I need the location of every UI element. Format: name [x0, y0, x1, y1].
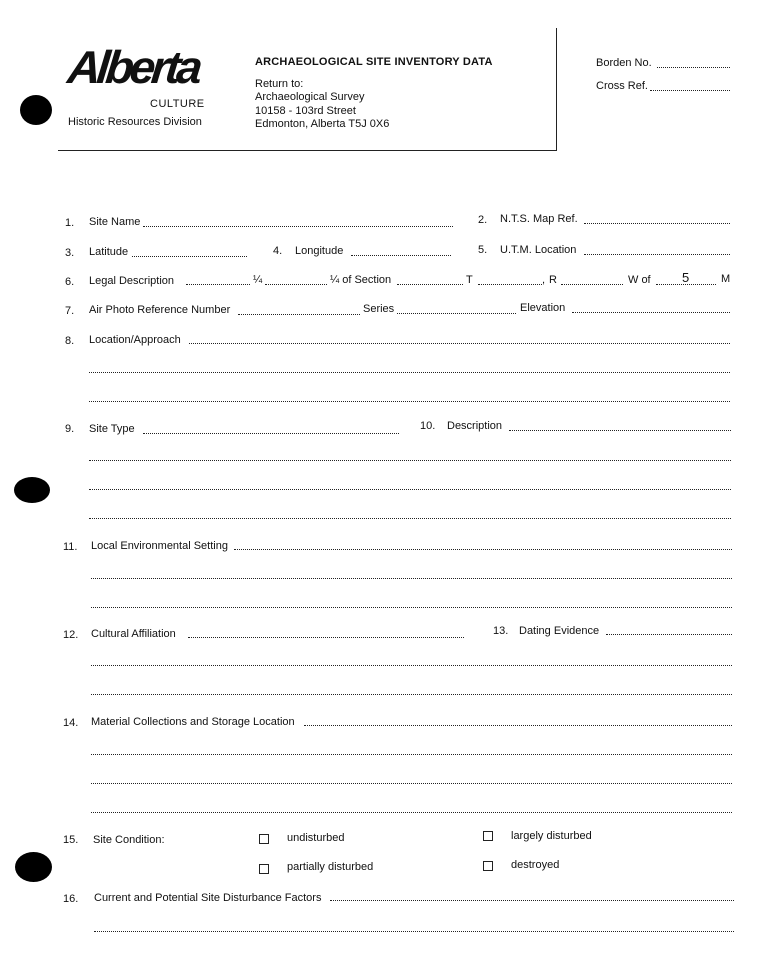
quarter-label: ¼ [253, 274, 263, 286]
largely-disturbed-checkbox[interactable] [483, 831, 493, 841]
item-number: 5. [478, 244, 488, 256]
env-field-1[interactable] [234, 549, 732, 550]
item-number: 6. [65, 276, 75, 288]
utm-label: U.T.M. Location [500, 244, 577, 256]
range-label: R [549, 274, 557, 286]
item-number: 12. [63, 629, 79, 641]
material-field-4[interactable] [91, 812, 732, 813]
material-field-1[interactable] [304, 725, 732, 726]
cultural-field-3[interactable] [91, 694, 732, 695]
site-name-label: Site Name [89, 216, 141, 228]
punch-hole [15, 852, 52, 882]
elevation-field[interactable] [572, 312, 730, 313]
site-type-field[interactable] [143, 433, 399, 434]
dating-label: Dating Evidence [519, 625, 600, 637]
destroyed-checkbox[interactable] [483, 861, 493, 871]
location-field-1[interactable] [189, 343, 730, 344]
largely-disturbed-label: largely disturbed [511, 830, 592, 842]
item-number: 13. [493, 625, 509, 637]
cultural-label: Cultural Affiliation [91, 628, 176, 640]
item-number: 15. [63, 834, 79, 846]
description-field-1[interactable] [509, 430, 731, 431]
site-name-field[interactable] [143, 226, 453, 227]
dating-field[interactable] [606, 634, 732, 635]
section-field[interactable] [397, 284, 463, 285]
location-field-3[interactable] [89, 401, 730, 402]
longitude-label: Longitude [295, 245, 344, 257]
address-line-1: Archaeological Survey [255, 91, 365, 103]
description-field-4[interactable] [89, 518, 731, 519]
description-label: Description [447, 420, 503, 432]
cross-ref-label: Cross Ref. [596, 80, 648, 92]
item-number: 10. [420, 420, 436, 432]
description-field-2[interactable] [89, 460, 731, 461]
undisturbed-label: undisturbed [287, 832, 345, 844]
air-photo-label: Air Photo Reference Number [89, 304, 231, 316]
return-to: Return to: [255, 78, 304, 90]
latitude-label: Latitude [89, 246, 129, 258]
description-field-3[interactable] [89, 489, 731, 490]
item-number: 7. [65, 305, 75, 317]
latitude-field[interactable] [132, 256, 247, 257]
disturbance-field-1[interactable] [330, 900, 734, 901]
m-label: M [721, 273, 731, 285]
address-line-3: Edmonton, Alberta T5J 0X6 [255, 118, 390, 130]
undisturbed-checkbox[interactable] [259, 834, 269, 844]
item-number: 8. [65, 335, 75, 347]
partially-disturbed-checkbox[interactable] [259, 864, 269, 874]
item-number: 11. [63, 541, 78, 553]
air-photo-field[interactable] [238, 314, 360, 315]
range-field[interactable] [561, 284, 623, 285]
disturbance-field-2[interactable] [94, 931, 734, 932]
env-label: Local Environmental Setting [91, 540, 228, 552]
item-number: 9. [65, 423, 75, 435]
w-of-label: W of [628, 274, 651, 286]
borden-label: Borden No. [596, 57, 652, 69]
legal-label: Legal Description [89, 275, 174, 287]
cultural-field[interactable] [188, 637, 464, 638]
quarter-section-label: ¼ of Section [330, 274, 392, 286]
location-label: Location/Approach [89, 334, 181, 346]
punch-hole [14, 477, 50, 503]
division-label: Historic Resources Division [68, 116, 202, 128]
disturbance-label: Current and Potential Site Disturbance Factors [94, 892, 322, 904]
partially-disturbed-label: partially disturbed [287, 861, 374, 873]
punch-hole [20, 95, 52, 125]
culture-label: CULTURE [150, 98, 205, 110]
condition-label: Site Condition: [93, 834, 165, 846]
site-type-label: Site Type [89, 423, 135, 435]
material-field-2[interactable] [91, 754, 732, 755]
item-number: 14. [63, 717, 79, 729]
utm-field[interactable] [584, 254, 730, 255]
longitude-field[interactable] [351, 255, 451, 256]
item-number: 4. [273, 245, 283, 257]
cultural-field-2[interactable] [91, 665, 732, 666]
item-number: 2. [478, 214, 488, 226]
env-field-2[interactable] [91, 578, 732, 579]
material-field-3[interactable] [91, 783, 732, 784]
material-label: Material Collections and Storage Location [91, 716, 295, 728]
form-title: ARCHAEOLOGICAL SITE INVENTORY DATA [255, 56, 493, 68]
address-line-2: 10158 - 103rd Street [255, 105, 356, 117]
env-field-3[interactable] [91, 607, 732, 608]
series-label: Series [363, 303, 395, 315]
nts-label: N.T.S. Map Ref. [500, 213, 578, 225]
item-number: 1. [65, 217, 75, 229]
comma: , [542, 274, 546, 286]
series-field[interactable] [397, 313, 516, 314]
elevation-label: Elevation [520, 302, 566, 314]
alberta-logo: Alberta [65, 41, 202, 93]
township-field[interactable] [478, 284, 542, 285]
location-field-2[interactable] [89, 372, 730, 373]
borden-field[interactable] [657, 67, 730, 68]
legal-field-2[interactable] [265, 284, 327, 285]
destroyed-label: destroyed [511, 859, 560, 871]
item-number: 16. [63, 893, 79, 905]
meridian-value: 5 [682, 270, 690, 285]
legal-field-1[interactable] [186, 284, 250, 285]
nts-field[interactable] [584, 223, 730, 224]
cross-ref-field[interactable] [650, 90, 730, 91]
township-label: T [466, 274, 473, 286]
item-number: 3. [65, 247, 75, 259]
